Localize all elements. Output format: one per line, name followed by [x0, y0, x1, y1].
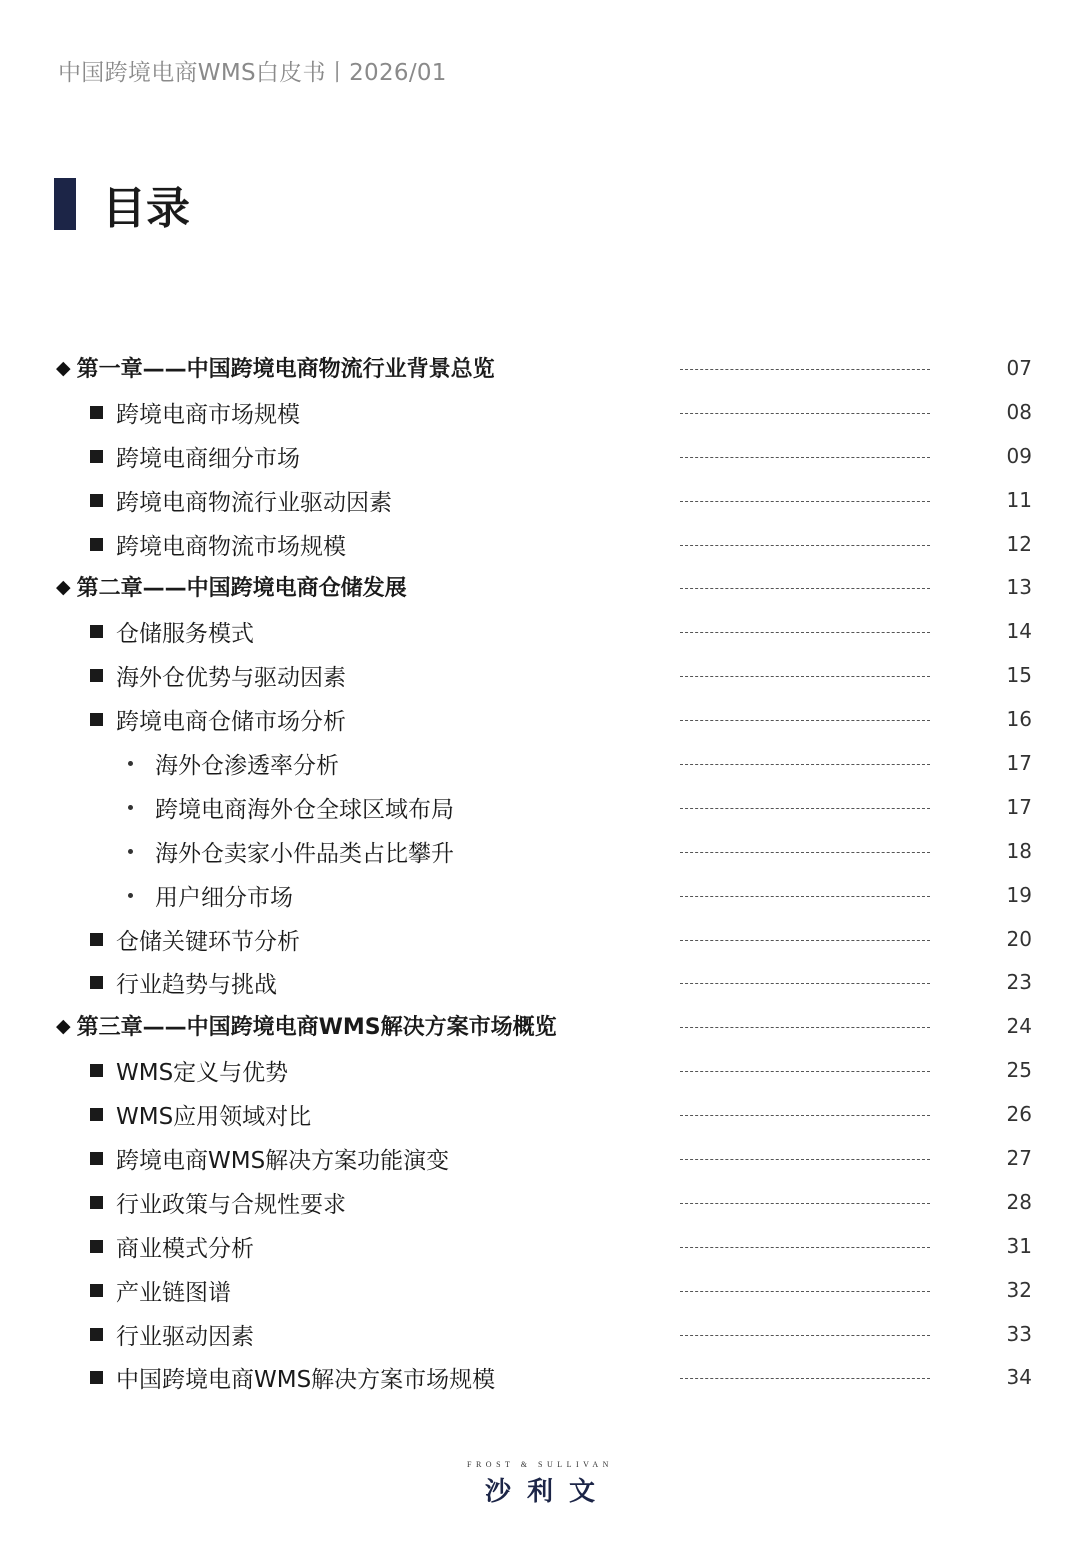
dotted-leader	[680, 545, 930, 546]
toc-entry-section[interactable]	[0, 1136, 1080, 1180]
toc-entry-page-number: 34	[1006, 1365, 1032, 1390]
toc-entry-section[interactable]	[0, 390, 1080, 434]
toc-entry-label-wrap	[56, 1010, 557, 1041]
toc-entry-page-number: 11	[1006, 487, 1032, 512]
toc-entry-page-number: 32	[1006, 1277, 1032, 1302]
dotted-leader	[680, 896, 930, 897]
logo-chinese-text: 沙利文	[484, 1477, 611, 1507]
toc-entry-section[interactable]	[0, 1268, 1080, 1312]
toc-entry-title: 中国跨境电商WMS解决方案市场规模	[116, 1367, 496, 1394]
table-of-contents	[0, 346, 1080, 1399]
toc-entry-section[interactable]	[0, 960, 1080, 1004]
dotted-leader	[680, 1335, 930, 1336]
toc-entry-sub[interactable]	[0, 785, 1080, 829]
toc-entry-label-wrap	[90, 528, 346, 561]
diamond-bullet-icon: ◆	[56, 1014, 71, 1037]
toc-entry-page-number: 13	[1006, 575, 1032, 600]
square-bullet-icon	[90, 1284, 103, 1297]
toc-entry-page-number: 33	[1006, 1321, 1032, 1346]
document-header: 中国跨境电商WMS白皮书丨2026/01	[58, 60, 447, 86]
dotted-leader	[680, 588, 930, 589]
toc-entry-title: 跨境电商仓储市场分析	[116, 709, 346, 736]
toc-title: 目录	[102, 183, 190, 234]
dotted-leader	[680, 720, 930, 721]
dot-bullet-icon	[128, 761, 133, 766]
frost-sullivan-logo	[0, 1460, 1080, 1508]
square-bullet-icon	[90, 1108, 103, 1121]
toc-entry-label-wrap	[90, 484, 392, 517]
toc-entry-label-wrap	[124, 835, 454, 868]
toc-entry-section[interactable]	[0, 653, 1080, 697]
dot-bullet-icon	[128, 893, 133, 898]
dotted-leader	[680, 1203, 930, 1204]
toc-entry-sub[interactable]	[0, 829, 1080, 873]
square-bullet-icon	[90, 1328, 103, 1341]
toc-entry-title: 行业驱动因素	[116, 1323, 254, 1350]
toc-entry-page-number: 12	[1006, 531, 1032, 556]
toc-entry-title: 仓储关键环节分析	[116, 928, 300, 955]
toc-entry-page-number: 18	[1006, 838, 1032, 863]
toc-entry-label-wrap	[56, 352, 495, 383]
toc-entry-title: 跨境电商WMS解决方案功能演变	[116, 1148, 450, 1175]
dotted-leader	[680, 501, 930, 502]
toc-entry-title: 海外仓卖家小件品类占比攀升	[155, 840, 454, 867]
title-accent-bar	[54, 178, 76, 230]
toc-entry-page-number: 17	[1006, 751, 1032, 776]
dotted-leader	[680, 1027, 930, 1028]
toc-entry-page-number: 08	[1006, 399, 1032, 424]
toc-entry-label-wrap	[90, 1361, 495, 1394]
toc-entry-page-number: 31	[1006, 1233, 1032, 1258]
toc-entry-section[interactable]	[0, 478, 1080, 522]
toc-entry-page-number: 26	[1006, 1102, 1032, 1127]
dotted-leader	[680, 457, 930, 458]
square-bullet-icon	[90, 1371, 103, 1384]
toc-entry-page-number: 07	[1006, 356, 1032, 380]
square-bullet-icon	[90, 1064, 103, 1077]
dotted-leader	[680, 369, 930, 370]
toc-entry-page-number: 15	[1006, 663, 1032, 688]
square-bullet-icon	[90, 1152, 103, 1165]
toc-entry-sub[interactable]	[0, 741, 1080, 785]
dotted-leader	[680, 852, 930, 853]
toc-entry-title: 跨境电商物流行业驱动因素	[116, 489, 392, 516]
dotted-leader	[680, 1159, 930, 1160]
toc-entry-chapter[interactable]	[0, 346, 1080, 390]
toc-entry-chapter[interactable]	[0, 1004, 1080, 1048]
toc-entry-page-number: 23	[1006, 970, 1032, 995]
toc-entry-title: 用户细分市场	[155, 884, 293, 911]
toc-entry-section[interactable]	[0, 434, 1080, 478]
square-bullet-icon	[90, 669, 103, 682]
toc-entry-section[interactable]	[0, 1224, 1080, 1268]
toc-entry-title: 第一章——中国跨境电商物流行业背景总览	[76, 357, 495, 382]
toc-entry-page-number: 25	[1006, 1058, 1032, 1083]
toc-entry-label-wrap	[90, 396, 300, 429]
toc-entry-label-wrap	[90, 615, 254, 648]
toc-entry-label-wrap	[56, 571, 407, 602]
dot-bullet-icon	[128, 849, 133, 854]
toc-entry-title: 行业趋势与挑战	[116, 972, 277, 999]
toc-entry-title: 产业链图谱	[116, 1279, 231, 1306]
toc-entry-sub[interactable]	[0, 873, 1080, 917]
dotted-leader	[680, 1071, 930, 1072]
toc-entry-label-wrap	[90, 1054, 288, 1087]
toc-entry-title: 第二章——中国跨境电商仓储发展	[76, 576, 407, 602]
toc-entry-title: 仓储服务模式	[116, 621, 254, 648]
square-bullet-icon	[90, 625, 103, 638]
toc-entry-section[interactable]	[0, 917, 1080, 961]
toc-entry-label-wrap	[90, 966, 277, 999]
toc-entry-title: 跨境电商市场规模	[116, 401, 300, 428]
toc-entry-label-wrap	[90, 1274, 231, 1307]
toc-entry-label-wrap	[90, 659, 346, 692]
toc-entry-label-wrap	[90, 1318, 254, 1351]
toc-entry-title: WMS定义与优势	[116, 1060, 289, 1087]
dotted-leader	[680, 1115, 930, 1116]
toc-heading	[54, 178, 190, 234]
square-bullet-icon	[90, 538, 103, 551]
square-bullet-icon	[90, 713, 103, 726]
toc-entry-label-wrap	[90, 703, 346, 736]
toc-entry-title: 行业政策与合规性要求	[116, 1191, 346, 1218]
toc-entry-title: 跨境电商细分市场	[116, 445, 300, 472]
toc-entry-label-wrap	[90, 440, 300, 473]
toc-entry-title: 海外仓优势与驱动因素	[116, 665, 346, 692]
toc-entry-title: 商业模式分析	[116, 1235, 254, 1262]
dotted-leader	[680, 413, 930, 414]
toc-entry-page-number: 28	[1006, 1189, 1032, 1214]
toc-entry-page-number: 16	[1006, 707, 1032, 732]
square-bullet-icon	[90, 1196, 103, 1209]
toc-entry-section[interactable]	[0, 1180, 1080, 1224]
square-bullet-icon	[90, 933, 103, 946]
dotted-leader	[680, 808, 930, 809]
toc-entry-label-wrap	[124, 791, 454, 824]
toc-entry-section[interactable]	[0, 522, 1080, 566]
toc-entry-label-wrap	[90, 923, 300, 956]
toc-entry-page-number: 14	[1006, 619, 1032, 644]
toc-entry-title: 跨境电商物流市场规模	[116, 533, 346, 560]
square-bullet-icon	[90, 494, 103, 507]
dot-bullet-icon	[128, 805, 133, 810]
toc-entry-section[interactable]	[0, 1312, 1080, 1356]
toc-entry-label-wrap	[90, 1142, 449, 1175]
toc-entry-page-number: 20	[1006, 926, 1032, 951]
dotted-leader	[680, 1247, 930, 1248]
square-bullet-icon	[90, 450, 103, 463]
toc-entry-page-number: 09	[1006, 443, 1032, 468]
toc-entry-label-wrap	[90, 1098, 311, 1131]
toc-entry-label-wrap	[124, 747, 339, 780]
toc-entry-label-wrap	[124, 879, 293, 912]
dotted-leader	[680, 676, 930, 677]
toc-entry-section[interactable]	[0, 1048, 1080, 1092]
toc-entry-section[interactable]	[0, 1092, 1080, 1136]
toc-entry-page-number: 17	[1006, 794, 1032, 819]
toc-entry-title: 跨境电商海外仓全球区域布局	[155, 796, 454, 823]
dotted-leader	[680, 983, 930, 984]
dotted-leader	[680, 1291, 930, 1292]
toc-entry-page-number: 24	[1006, 1014, 1032, 1039]
dotted-leader	[680, 764, 930, 765]
square-bullet-icon	[90, 976, 103, 989]
toc-entry-page-number: 27	[1006, 1146, 1032, 1171]
dotted-leader	[680, 940, 930, 941]
toc-entry-title: 第三章——中国跨境电商WMS解决方案市场概览	[76, 1015, 557, 1041]
dotted-leader	[680, 632, 930, 633]
toc-entry-page-number: 19	[1006, 882, 1032, 907]
square-bullet-icon	[90, 406, 103, 419]
toc-entry-section[interactable]	[0, 697, 1080, 741]
toc-entry-label-wrap	[90, 1230, 254, 1263]
toc-entry-title: WMS应用领域对比	[116, 1104, 312, 1131]
toc-entry-chapter[interactable]	[0, 565, 1080, 609]
toc-entry-section[interactable]	[0, 609, 1080, 653]
diamond-bullet-icon: ◆	[56, 575, 71, 598]
square-bullet-icon	[90, 1240, 103, 1253]
dotted-leader	[680, 1378, 930, 1379]
diamond-bullet-icon: ◆	[56, 356, 71, 379]
toc-entry-section[interactable]	[0, 1355, 1080, 1399]
toc-entry-label-wrap	[90, 1186, 346, 1219]
logo-english-text: FROST & SULLIVAN	[467, 1460, 613, 1469]
toc-entry-title: 海外仓渗透率分析	[155, 753, 339, 780]
